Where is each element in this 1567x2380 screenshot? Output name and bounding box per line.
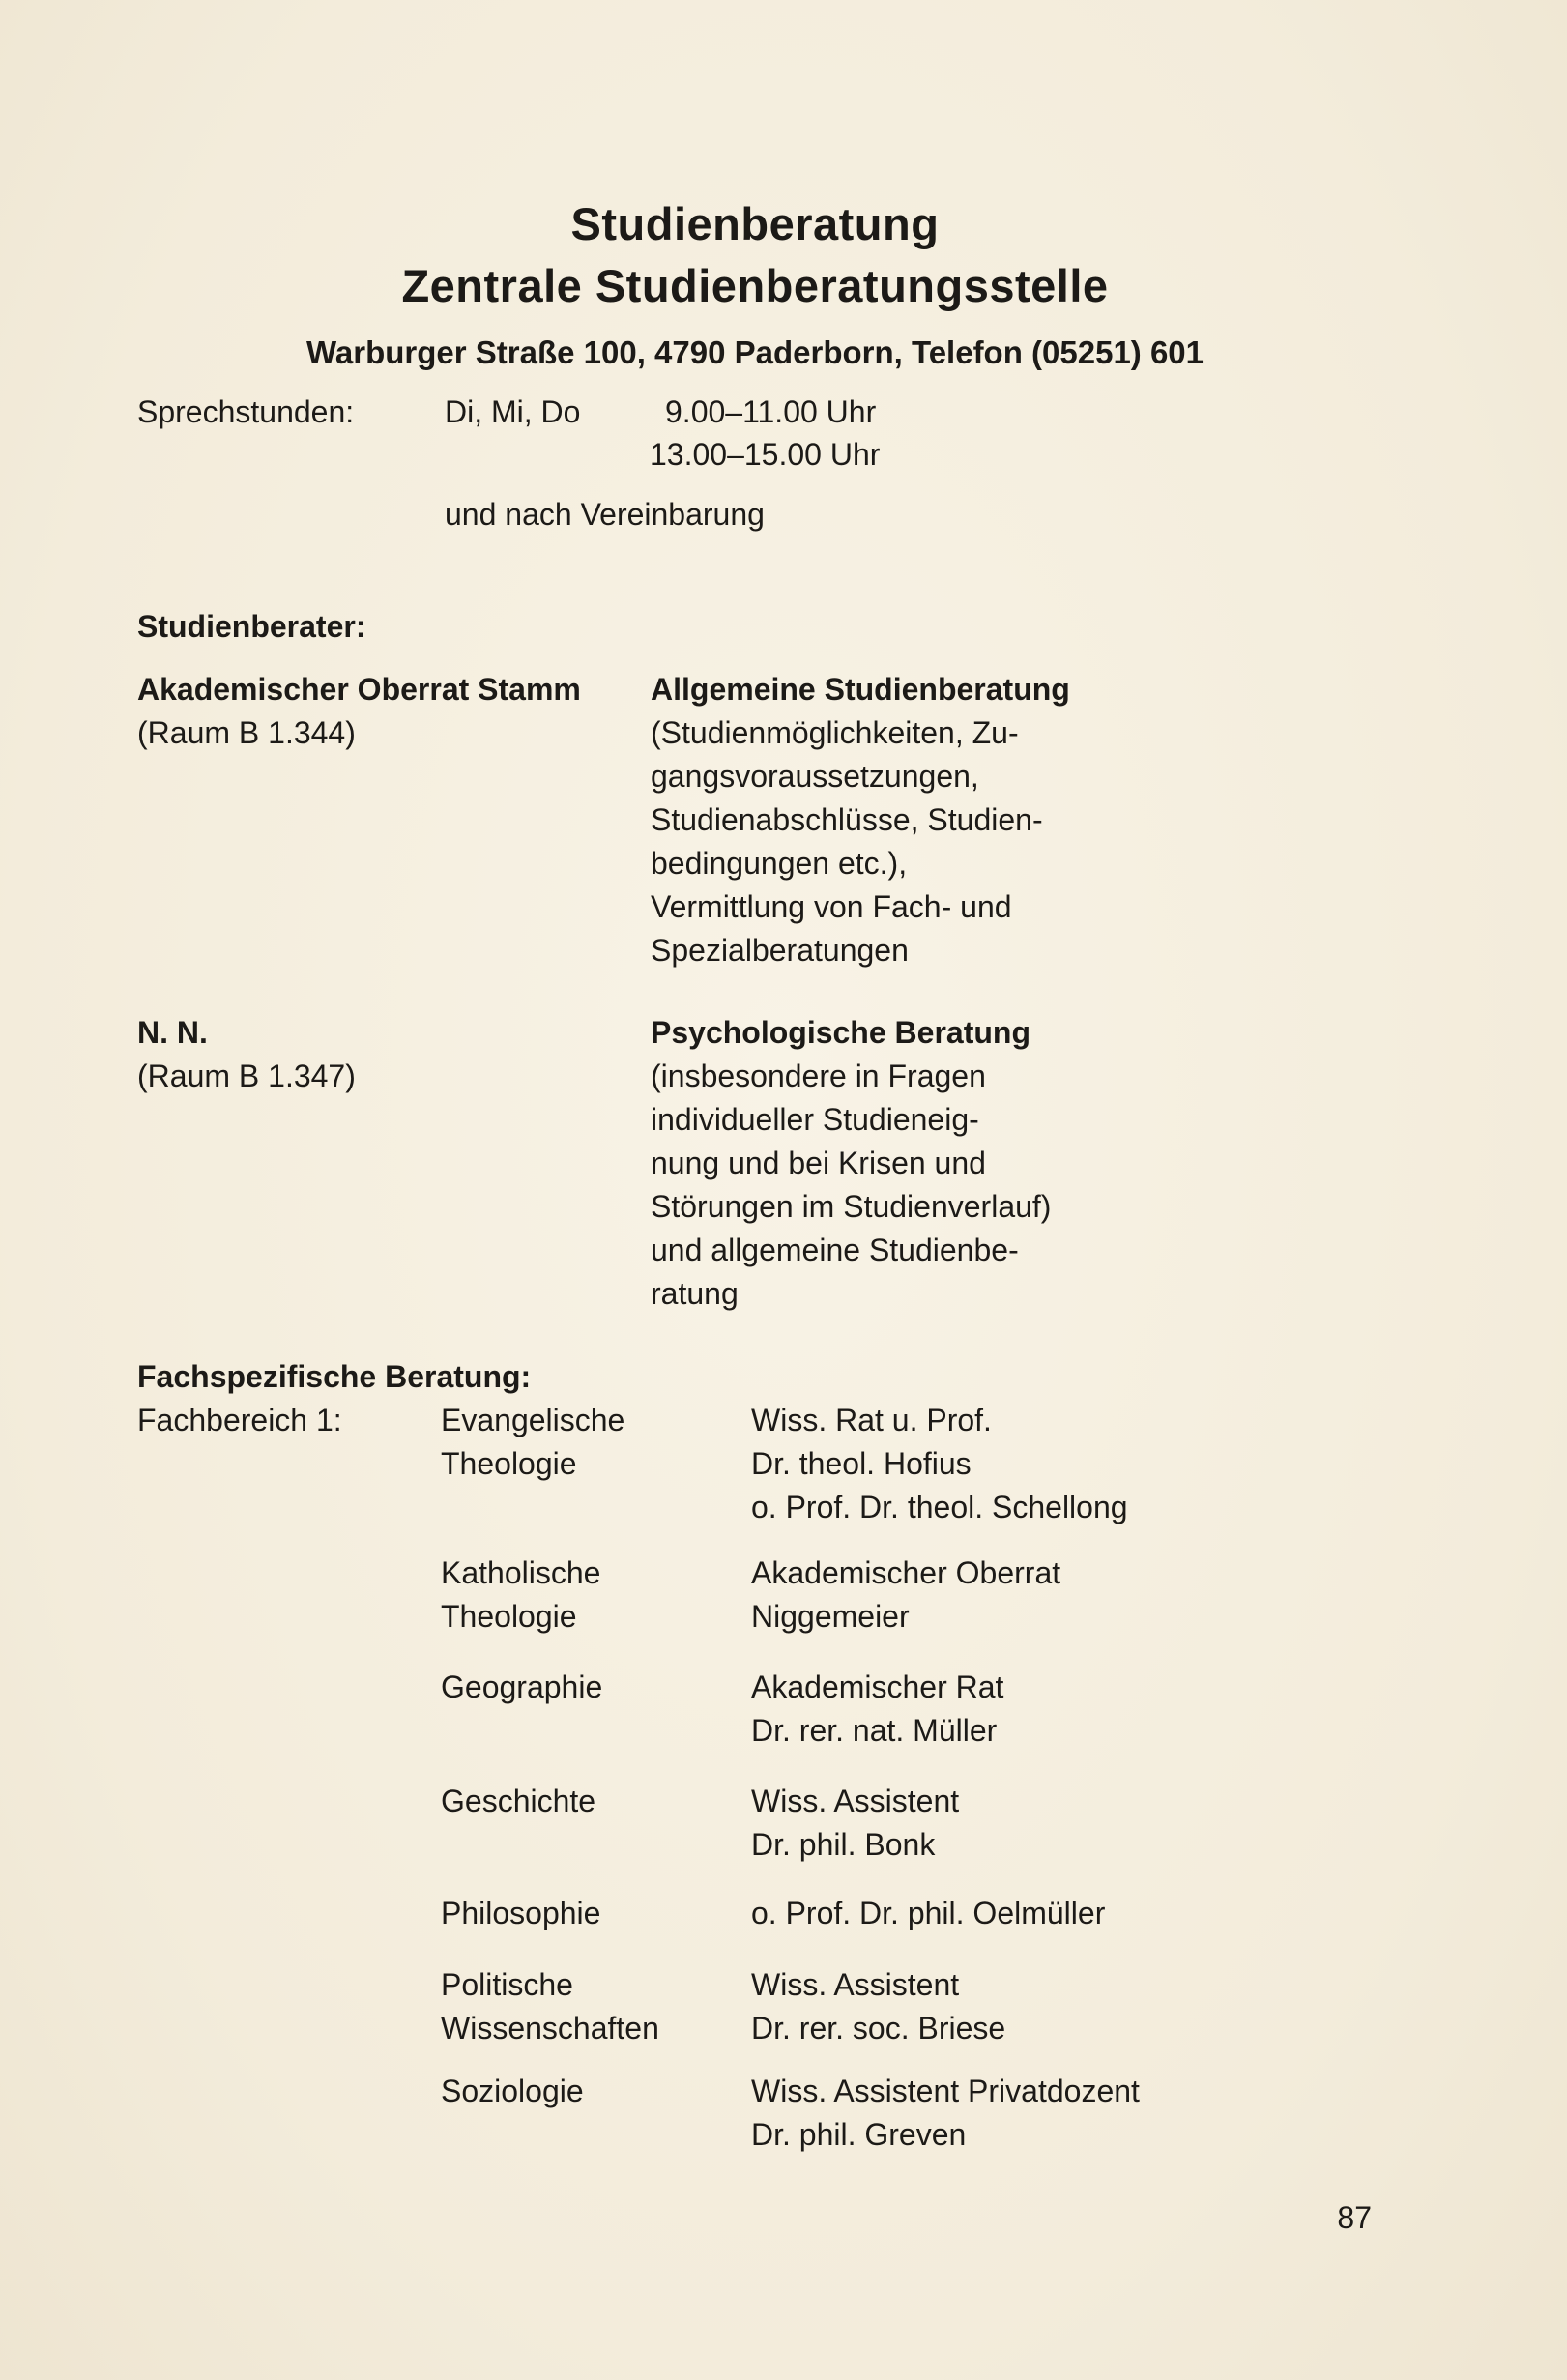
advisor-line: Wiss. Rat u. Prof. [751, 1403, 992, 1437]
advisor-line: Dr. phil. Greven [751, 2117, 967, 2152]
advisor-topic: Allgemeine Studienberatung [651, 672, 1070, 707]
advisor-line: Akademischer Oberrat [751, 1555, 1061, 1590]
advisor-1 [137, 668, 581, 755]
advisor-line: o. Prof. Dr. phil. Oelmüller [751, 1896, 1106, 1930]
advisor-geschichte [751, 1780, 959, 1867]
subject-geographie [441, 1666, 602, 1709]
department-label: Fachbereich 1: [137, 1403, 342, 1437]
subject-line: Geschichte [441, 1784, 596, 1818]
hours-note: und nach Vereinbarung [445, 497, 765, 532]
advisor-line: Dr. rer. nat. Müller [751, 1713, 998, 1748]
specialized-heading: Fachspezifische Beratung: [137, 1359, 532, 1394]
advisor-detail-line: (Studienmöglichkeiten, Zu- [651, 715, 1019, 750]
hours-time-1: 9.00–11.00 Uhr [665, 394, 877, 429]
advisor-katholische-theologie [751, 1552, 1060, 1639]
advisor-line: o. Prof. Dr. theol. Schellong [751, 1490, 1128, 1524]
advisor-room: (Raum B 1.344) [137, 715, 356, 750]
advisor-line: Dr. theol. Hofius [751, 1446, 972, 1481]
hours-time-2: 13.00–15.00 Uhr [650, 437, 881, 472]
subject-line: Soziologie [441, 2074, 584, 2108]
page-title: Studienberatung [570, 198, 940, 249]
advisor-detail-line: individueller Studieneig- [651, 1102, 979, 1137]
advisor-geographie [751, 1666, 1003, 1753]
hours-label: Sprechstunden: [137, 394, 355, 429]
advisor-detail-line: nung und bei Krisen und [651, 1146, 986, 1180]
subject-soziologie [441, 2070, 584, 2113]
subject-line: Geographie [441, 1669, 603, 1704]
subject-line: Politische [441, 1967, 573, 2002]
subject-line: Katholische [441, 1555, 601, 1590]
advisor-politische-wissenschaften [751, 1963, 1005, 2050]
advisor-line: Dr. rer. soc. Briese [751, 2011, 1006, 2046]
advisor-room: (Raum B 1.347) [137, 1059, 356, 1093]
advisor-evangelische-theologie [751, 1399, 1128, 1529]
advisor-line: Dr. phil. Bonk [751, 1827, 936, 1862]
subject-philosophie [441, 1892, 600, 1935]
advisor-2-topic [651, 1011, 1051, 1316]
subject-katholische-theologie [441, 1552, 600, 1639]
advisor-detail-line: Spezialberatungen [651, 933, 909, 968]
advisor-detail-line: Störungen im Studienverlauf) [651, 1189, 1052, 1224]
advisor-line: Wiss. Assistent [751, 1967, 960, 2002]
subject-politische-wissenschaften [441, 1963, 659, 2050]
advisor-name: Akademischer Oberrat Stamm [137, 672, 581, 707]
advisor-detail-line: bedingungen etc.), [651, 846, 908, 881]
subject-line: Philosophie [441, 1896, 601, 1930]
advisor-name: N. N. [137, 1015, 208, 1050]
subject-line: Wissenschaften [441, 2011, 659, 2046]
page-number: 87 [1337, 2200, 1372, 2235]
advisor-detail-line: gangsvoraussetzungen, [651, 759, 979, 794]
advisor-line: Wiss. Assistent [751, 1784, 960, 1818]
hours-days: Di, Mi, Do [445, 394, 581, 429]
subject-geschichte [441, 1780, 595, 1823]
advisor-2 [137, 1011, 356, 1098]
advisor-line: Niggemeier [751, 1599, 910, 1634]
advisor-detail-line: ratung [651, 1276, 739, 1311]
advisor-detail-line: Studienabschlüsse, Studien- [651, 802, 1043, 837]
advisor-soziologie [751, 2070, 1140, 2157]
advisor-1-topic [651, 668, 1070, 972]
advisor-detail-line: (insbesondere in Fragen [651, 1059, 986, 1093]
subject-evangelische-theologie [441, 1399, 624, 1486]
address-line: Warburger Straße 100, 4790 Paderborn, Telefon (05251) 601 [305, 334, 1204, 370]
advisors-heading: Studienberater: [137, 609, 366, 644]
advisor-detail-line: Vermittlung von Fach- und [651, 889, 1012, 924]
page-subtitle: Zentrale Studienberatungsstelle [401, 260, 1109, 311]
advisor-philosophie [751, 1892, 1105, 1935]
advisor-line: Akademischer Rat [751, 1669, 1004, 1704]
advisor-detail-line: und allgemeine Studienbe- [651, 1233, 1019, 1267]
subject-line: Theologie [441, 1446, 577, 1481]
subject-line: Theologie [441, 1599, 577, 1634]
subject-line: Evangelische [441, 1403, 625, 1437]
advisor-topic: Psychologische Beratung [651, 1015, 1030, 1050]
advisor-line: Wiss. Assistent Privatdozent [751, 2074, 1140, 2108]
